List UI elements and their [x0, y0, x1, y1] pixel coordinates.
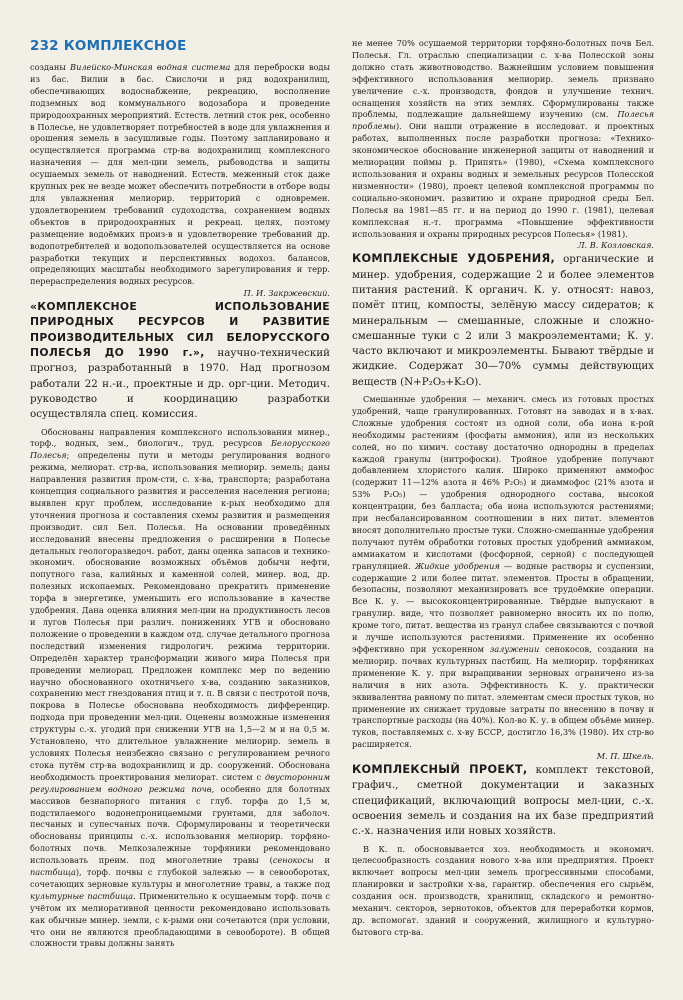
page-header: [30, 38, 187, 54]
article-text: Обоснованы направления комплексного использования минер., торф., водных, зем., биологич., труд. ресурсов Белорусского Полесья; определены пути и методы регулирования водного режима, мелиорат. стр-ва, использования мелиорир. земель; даны направления развития пром-сти, с. х-ва, транспорта; разработана концепция социального развития и расселения населения региона; выявлен круг проблем, исследование к-рых необходимо для уточнения прогноза и составления схемы развития и размещения производит. сил Бел. Полесья. На основании проведённых исследований внесены предложения о расширении в Полесье детальных геологоразведоч. работ, даны оценка запасов и технико-экономич. обоснование возможных объёмов добычи нефти, попутного газа, калийных и каменной солей, минер. вод, др. полезных ископаемых. Рекомендовано прекратить применение торфа в энергетике, уменьшить его использование в качестве удобрения. Дана оценка влияния мел-ции на продуктивность лесов и лугов Полесья при различ. понижениях УГВ и обосновано положение о проведении в каждом отд. случае детального прогноза последствий изменения гидрологич. режима территории. Определён характер трансформации живого мира Полесья при проведении мелиорац. Предложен комплекс мер по ведению научно обоснованного охотничьего х-ва, созданию заказников, сохранению мест гнездования птиц и т. п. В связи с пестротой почв, покрова в Полесье обоснована необходимость дифференцир. подхода при проведении мел-ции. Оценены возможные изменения структуры с.-х. угодий при снижении УГВ на 1,5—2 м и на 0,5 м. Установлено, что длительное увлажнение мелиорир. земель в условиях Полесья неизбежно связано с регулированием речного стока путём стр-ва водохранилищ и др. сооружений. Обоснована необходимость проектирования мелиорат. систем с двусторонним регулированием водного режима почв, особенно для болотных массивов безнапорного питания с глуб. торфа до 1,5 м, подстилаемого водонепроницаемыми грунтами, для заболоч. песчаных и супесчаных почв. Сформулированы и теоретически обоснованы принципы с.-х. использования мелиорир. торфяно-болотных почв. Мелкозалежные торфяники рекомендовано использовать преим. под многолетние травы (сенокосы и пастбища), торф. почвы с глубокой залежью — в севооборотах, сочетающих зерновые культуры и многолетние травы, а также под культурные пастбища. Применительно к осушаемым торф. почв с учётом их мелиоративной ценности рекомендовано использовать как обычные минер. земли, с к-рыми они сочетаются (при условии, что они не являются преобладающими в севообороте). В общей сложности травы должны занять: [30, 426, 331, 949]
article-heading: КОМПЛЕКСНЫЕ УДОБРЕНИЯ,: [352, 252, 556, 266]
article-text: не менее 70% осушаемой территории торфяно-болотных почв Бел. Полесья. Гл. отраслью специализации с. х-ва Полесской зоны должно стать животноводство. Важнейшим условием повышения эффективного использования мелиорир. земель признано увеличение с.-х. производств, фондов и улучшение технич. оснащения хозяйств на этих землях. Сформулированы также проблемы, подлежащие дальнейшему изучению (см. Полесья проблемы). Они нашли отражение в исследоват. и проектных работах, выполненных после разработки прогноза: «Технико-экономическое обоснование инженерной защиты от наводнений и мелиорации поймы р. Припять» (1980), «Схема комплексного использования и охраны водных и земельных ресурсов Полесской низменности» (1980), проект целевой комплексной программы по социально-экономич. развитию и охране природной среды Бел. Полесья на 1981—85 гг. и на период до 1990 г. (1981), целевая комплексная н.-т. программа «Повышение эффективности использования и охраны природных ресурсов Полесья» (1981).: [352, 38, 654, 239]
article-entry: «КОМПЛЕКСНОЕ ИСПОЛЬЗОВАНИЕ ПРИРОДНЫХ РЕСУРСОВ И РАЗВИТИЕ ПРОИЗВОДИТЕЛЬНЫХ СИЛ БЕЛОРУССКОГО ПОЛЕСЬЯ ДО 1990 г.», научно-технический прогноз, разработанный в 1970. Над прогнозом работали 22 н.-и., проектные и др. орг-ции. Методич. руководство и координацию разработки осуществляла спец. комиссия.: [30, 300, 330, 421]
author-signature: Л. В. Козловская.: [577, 240, 654, 251]
left-column: [30, 62, 330, 950]
article-text: Смешанные удобрения — механич. смесь из готовых простых удобрений, чаще гранулированных. Готовят на заводах и в х-вах. Сложные удобрения состоят из одной соли, оба иона к-рой необходимы растениям (фосфаты аммония), или из нескольких солей, но по химич. составу достаточно однородны в пределах каждой гранулы (нитрофоски). Тройное удобрение получают добавлением хлористого калия. Широко применяют аммофос (содержит 11—12% азота и 46% P₂O₅) и диаммофос (21% азота и 53% P₂O₅) — удобрения однородного состава, высокой концентрации, без балласта; оба иона используются растениями; при несбалансированном соотношении в них питат. элементов вносят дополнительно простые туки. Сложно-смешанные удобрения получают путём обработки готовых простых удобрений аммиаком, аммиакатом и кислотами (фосфорной, серной) с последующей грануляцией. Жидкие удобрения — водные растворы и суспензии, содержащие 2 или более питат. элементов. Просты в обращении, безопасны, позволяют механизировать все трудоёмкие операции. Все К. у. — высококонцентрированные. Твёрдые выпускают в гранулир. виде, что позволяет равномерно вносить их по полю, кроме того, питат. вещества из гранул слабее связываются с почвой и лучше используются растениями. Применение их особенно эффективно при ускоренном залужении сенокосов, создании на мелиорир. почвах культурных пастбищ. На мелиорир. торфяниках применение К. у. при выращивании зерновых ограничено из-за наличия в них азота. Эффективность К. у. практически эквивалентна равному по питат. элементам смеси простых туков, но применение их снижает трудовые затраты по внесению в почву и транспортные расходы (на 40%). Кол-во К. у. в общем объёме минер. туков, поставляемых с. х-ву БССР, достигло 16,3% (1980). Их стр-во расширяется.: [352, 393, 655, 750]
right-column: [352, 38, 654, 939]
page-number: 232: [30, 38, 59, 54]
article-text: созданы Вилейско-Минская водная система для переброски воды из бас. Вилии в бас. Свислочи и ряд водохранилищ, обеспечивающих водоснабжение, рекреацию, восполнение подземных вод коммунального водозабора и проведение природоохранных мероприятий. Естеств. летний сток рек, особенно в Полесье, не удовлетворяет потребностей в воде для увлажнения и орошения земель в засушливые годы. Поэтому запланировано и осуществляется программа стр-ва водохранилищ комплексного назначения — для мел-ции земель, рыбоводства и защиты осушаемых земель от наводнений. Естеств. меженный сток даже крупных рек не везде может обеспечить потребности в отборе воды для увлажнения мелиорир. территорий с одновремен. удовлетворением требований судоходства, сохранением водных объектов в природоохранных и рекреац. целях, поэтому размещение водоёмких произ-в и удовлетворение требований др. водопотребителей и водопользователей осуществляется на основе разработки текущих и перспективных водохоз. балансов, определяющих масштабы необходимого зарегулирования и терр. перераспределения водных ресурсов.: [30, 62, 330, 287]
article-heading: КОМПЛЕКСНЫЙ ПРОЕКТ,: [352, 763, 528, 777]
running-title: КОМПЛЕКСНОЕ: [63, 38, 187, 54]
article-text: В К. п. обосновывается хоз. необходимость и экономич. целесообразность создания нового х-ва или предприятия. Проект включает вопросы мел-ции земель прогрессивными способами, планировки и застройки х-ва, гарантир. обеспечения его сырьём, создания осн. производств, хранилищ, складского и ремонтно-механич. секторов, зернотоков, объектов для переработки кормов, др. вспомогат. зданий и сооружений, жилищного и культурно-бытового стр-ва.: [352, 843, 654, 937]
author-signature: П. И. Закржевский.: [243, 288, 330, 299]
article-entry: КОМПЛЕКСНЫЕ УДОБРЕНИЯ, органические и минер. удобрения, содержащие 2 и более элементов питания растений. К органич. К. у. относят: навоз, помёт птиц, компосты, зелёную массу сидератов; к минеральным — смешанные, сложные и сложно-смешанные туки с 2 или 3 макроэлементами; К. у. часто включают и микроэлементы. Бывают твёрдые и жидкие. Содержат 30—70% суммы действующих веществ (N+P₂O₅+K₂O).: [352, 252, 654, 388]
author-signature: М. П. Шкель.: [596, 751, 654, 762]
article-entry: КОМПЛЕКСНЫЙ ПРОЕКТ, комплект текстовой, графич., сметной документации и заказных спецификаций, включающий вопросы мел-ции, с.-х. освоения земель и создания на их базе предприятий с.-х. назначения или новых хозяйств.: [352, 763, 654, 838]
article-heading: «КОМПЛЕКСНОЕ ИСПОЛЬЗОВАНИЕ ПРИРОДНЫХ РЕСУРСОВ И РАЗВИТИЕ ПРОИЗВОДИТЕЛЬНЫХ СИЛ БЕЛОРУССКОГО ПОЛЕСЬЯ ДО 1990 г.»,: [30, 300, 330, 360]
